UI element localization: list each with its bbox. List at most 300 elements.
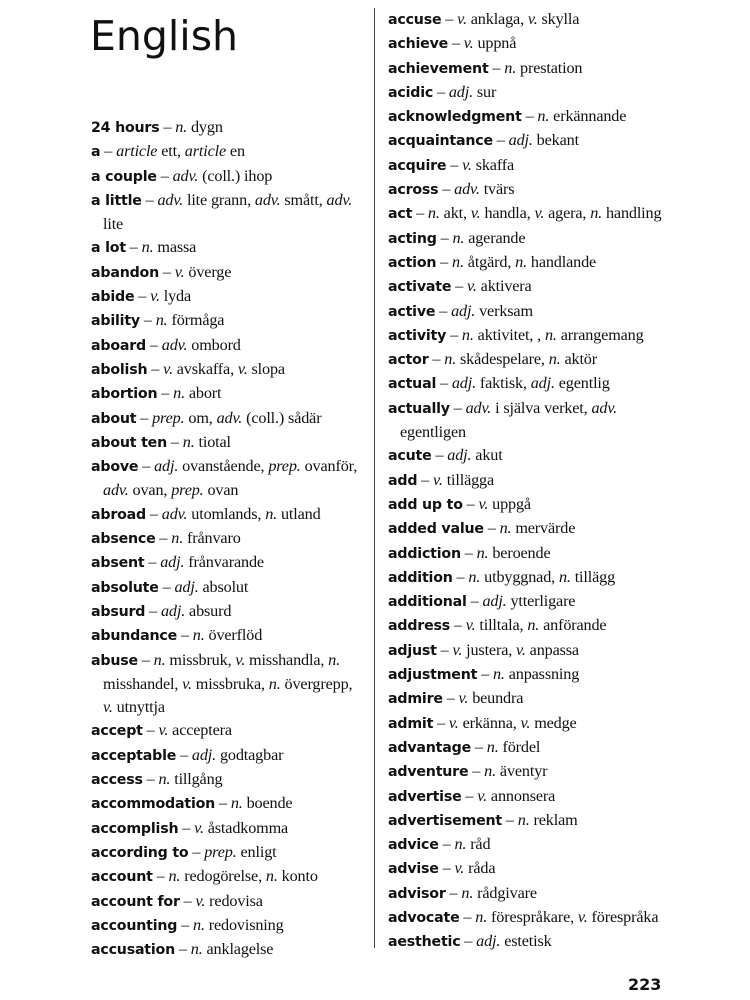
part-of-speech: v. <box>516 640 526 659</box>
separator-dash: – <box>188 842 205 861</box>
translation: anpassa <box>529 640 579 659</box>
part-of-speech: n. <box>182 432 195 451</box>
dictionary-entry <box>388 639 678 663</box>
headword: achievement <box>388 60 489 77</box>
headword: add <box>388 472 418 489</box>
translation: överge <box>188 262 232 281</box>
translation: anklagelse <box>206 940 274 959</box>
translation: utomlands <box>191 504 258 523</box>
separator-dash: – <box>436 228 453 247</box>
headword: acceptable <box>91 747 177 764</box>
headword: advisor <box>388 885 446 902</box>
separator-dash: – <box>460 932 477 951</box>
dictionary-entry <box>388 57 678 81</box>
part-of-speech: n. <box>155 311 168 330</box>
dictionary-entry <box>91 744 366 768</box>
part-of-speech: v. <box>235 650 246 669</box>
part-of-speech: adj. <box>508 131 533 150</box>
translation: akt <box>443 204 463 223</box>
translation: skaffa <box>475 155 515 174</box>
dictionary-entry <box>388 760 678 784</box>
dictionary-entry <box>91 865 366 889</box>
separator-dash: – <box>446 325 462 344</box>
sense-separator: , <box>260 457 269 476</box>
headword: adventure <box>388 764 469 781</box>
dictionary-entry <box>91 165 366 189</box>
headword: accept <box>91 723 143 740</box>
dictionary-entry <box>388 178 678 202</box>
translation: anförande <box>543 616 607 635</box>
part-of-speech: n. <box>168 867 181 886</box>
headword: activity <box>388 327 447 344</box>
part-of-speech: n. <box>544 325 557 344</box>
dictionary-entry <box>388 906 678 930</box>
dictionary-entry <box>91 649 366 720</box>
translation: ovanför <box>304 457 354 476</box>
separator-dash: – <box>428 350 445 369</box>
part-of-speech: adv. <box>103 481 129 500</box>
dictionary-entry <box>388 324 678 348</box>
dictionary-entry <box>91 938 366 962</box>
sense-separator: , <box>318 190 327 209</box>
translation: tvärs <box>483 180 515 199</box>
part-of-speech: n. <box>590 204 603 223</box>
translation: annonsera <box>490 786 556 805</box>
part-of-speech: v. <box>527 10 538 28</box>
dictionary-entry <box>388 566 678 590</box>
dictionary-entry <box>388 614 678 638</box>
separator-dash: – <box>159 118 176 136</box>
translation: misshandla <box>249 650 321 669</box>
separator-dash: – <box>167 432 183 451</box>
part-of-speech: v. <box>477 786 487 805</box>
part-of-speech: n. <box>158 770 171 789</box>
dictionary-entry <box>91 792 366 816</box>
part-of-speech: n. <box>537 107 550 126</box>
dictionary-entry <box>91 890 366 914</box>
headword: about ten <box>91 434 168 451</box>
part-of-speech: n. <box>265 504 278 523</box>
headword: account <box>91 869 153 886</box>
part-of-speech: n. <box>461 883 474 902</box>
separator-dash: – <box>138 457 155 476</box>
sense-separator: , <box>540 350 549 369</box>
dictionary-entry <box>91 817 366 841</box>
part-of-speech: adj. <box>451 301 476 320</box>
part-of-speech: n. <box>153 650 166 669</box>
dictionary-entry <box>388 687 678 711</box>
part-of-speech: prep. <box>171 481 204 500</box>
part-of-speech: n. <box>527 616 540 635</box>
translation: absolut <box>202 577 249 596</box>
part-of-speech: n. <box>427 204 440 223</box>
separator-dash: – <box>145 601 161 620</box>
dictionary-entry <box>388 809 678 833</box>
headword: a <box>91 144 101 161</box>
separator-dash: – <box>215 794 231 813</box>
dictionary-entry <box>388 129 678 153</box>
separator-dash: – <box>144 553 161 572</box>
part-of-speech: prep. <box>268 457 301 476</box>
headword: a little <box>91 192 142 209</box>
headword: a lot <box>91 240 126 257</box>
headword: acknowledgment <box>388 109 522 126</box>
translation: ytterligare <box>510 592 576 611</box>
translation: uppnå <box>477 34 517 53</box>
separator-dash: – <box>438 859 455 878</box>
dictionary-entry <box>91 576 366 600</box>
dictionary-entry <box>91 116 366 140</box>
separator-dash: – <box>158 577 175 596</box>
sense-separator: , <box>520 10 528 28</box>
separator-dash: – <box>436 252 453 271</box>
separator-dash: – <box>176 745 192 764</box>
part-of-speech: adj. <box>154 457 179 476</box>
part-of-speech: v. <box>463 34 474 53</box>
separator-dash: – <box>445 883 462 902</box>
separator-dash: – <box>451 277 468 296</box>
part-of-speech: article <box>184 142 226 161</box>
separator-dash: – <box>466 592 483 611</box>
translation: handla <box>484 204 527 223</box>
dictionary-entry <box>388 372 678 396</box>
translation: agera <box>548 204 583 223</box>
translation: beundra <box>472 689 524 708</box>
separator-dash: – <box>492 131 509 150</box>
translation: redovisning <box>208 915 284 934</box>
dictionary-entry <box>91 600 366 624</box>
dictionary-entry <box>388 469 678 493</box>
part-of-speech: v. <box>452 640 463 659</box>
headword: acute <box>388 448 432 465</box>
translation: frånvarande <box>188 553 264 572</box>
headword: absurd <box>91 603 146 620</box>
part-of-speech: v. <box>182 674 192 693</box>
separator-dash: – <box>177 626 193 645</box>
headword: acquaintance <box>388 133 493 150</box>
part-of-speech: n. <box>141 238 154 257</box>
page-number: 223 <box>628 975 662 994</box>
headword: accounting <box>91 917 178 934</box>
part-of-speech: adv. <box>591 398 618 417</box>
headword: across <box>388 182 439 199</box>
translation: övergrepp <box>284 674 349 693</box>
sense-separator: , <box>320 650 329 669</box>
dictionary-entry <box>91 407 366 431</box>
separator-dash: – <box>450 616 466 635</box>
dictionary-entry <box>388 590 678 614</box>
part-of-speech: n. <box>452 228 465 247</box>
headword: absence <box>91 531 156 548</box>
translation: bekant <box>536 131 579 150</box>
translation: ovan <box>207 481 239 500</box>
translation: fördel <box>502 737 541 756</box>
dictionary-entry <box>91 140 366 164</box>
translation: prestation <box>520 58 583 77</box>
dictionary-entry <box>388 251 678 275</box>
separator-dash: – <box>471 737 487 756</box>
part-of-speech: v. <box>174 262 185 281</box>
separator-dash: – <box>502 810 518 829</box>
part-of-speech: n. <box>328 650 340 669</box>
separator-dash: – <box>433 82 449 101</box>
translation: förmåga <box>171 311 225 330</box>
translation: smått <box>284 190 319 209</box>
translation: tilltala <box>479 616 520 635</box>
separator-dash: – <box>412 204 428 223</box>
headword: act <box>388 206 413 223</box>
translation: utnyttja <box>116 698 165 717</box>
sense-separator: , <box>163 481 172 500</box>
separator-dash: – <box>147 359 164 378</box>
part-of-speech: n. <box>492 665 505 684</box>
part-of-speech: v. <box>457 10 467 28</box>
translation: missbruka <box>195 674 261 693</box>
translation: slopa <box>251 359 285 378</box>
translation: egentligen <box>400 423 466 442</box>
separator-dash: – <box>136 408 153 427</box>
translation: acceptera <box>172 721 232 740</box>
part-of-speech: v. <box>577 907 588 926</box>
translation: utbyggnad <box>484 567 552 586</box>
headword: access <box>91 772 143 789</box>
separator-dash: – <box>146 335 162 354</box>
headword: actually <box>388 400 450 417</box>
part-of-speech: n. <box>192 626 205 645</box>
translation: äventyr <box>499 762 548 781</box>
dictionary-entry <box>91 285 366 309</box>
part-of-speech: n. <box>499 519 512 538</box>
translation: (coll.) ihop <box>202 166 273 185</box>
sense-separator: , <box>512 713 521 732</box>
part-of-speech: n. <box>486 737 499 756</box>
translation: faktisk <box>479 374 523 393</box>
headword: achieve <box>388 36 449 53</box>
headword: advantage <box>388 739 471 756</box>
translation: tillägga <box>446 470 495 489</box>
translation: tiotal <box>198 432 231 451</box>
part-of-speech: prep. <box>152 408 185 427</box>
separator-dash: – <box>436 374 452 393</box>
part-of-speech: n. <box>548 350 561 369</box>
part-of-speech: adv. <box>157 190 184 209</box>
separator-dash: – <box>438 835 455 854</box>
headword: aboard <box>91 337 147 354</box>
translation: avskaffa <box>176 359 231 378</box>
translation: skådespelare <box>460 350 541 369</box>
dictionary-entry <box>388 493 678 517</box>
translation: överflöd <box>208 626 263 645</box>
sense-separator: , <box>258 867 266 886</box>
dictionary-entry <box>388 517 678 541</box>
part-of-speech: n. <box>193 915 205 934</box>
translation: redogörelse <box>184 867 259 886</box>
dictionary-entry <box>388 542 678 566</box>
separator-dash: – <box>435 301 452 320</box>
headword: above <box>91 459 139 476</box>
headword: action <box>388 254 437 271</box>
headword: about <box>91 410 137 427</box>
headword: advise <box>388 861 439 878</box>
part-of-speech: adv. <box>172 166 199 185</box>
sense-separator: , <box>537 325 545 344</box>
translation: ovan <box>132 481 164 500</box>
translation: erkänna <box>462 713 513 732</box>
part-of-speech: adv. <box>326 190 353 209</box>
translation: verksam <box>479 301 533 320</box>
separator-dash: – <box>179 891 196 910</box>
headword: absent <box>91 555 145 572</box>
translation: handlande <box>530 252 597 271</box>
sense-separator: , <box>507 252 516 271</box>
sense-separator: , <box>522 374 531 393</box>
dictionary-entry <box>388 663 678 687</box>
sense-separator: , <box>176 142 185 161</box>
part-of-speech: n. <box>268 674 281 693</box>
separator-dash: – <box>156 166 173 185</box>
translation: akut <box>475 446 503 465</box>
dictionary-entry <box>91 527 366 551</box>
sense-separator: , <box>260 674 269 693</box>
separator-dash: – <box>142 770 159 789</box>
sense-separator: , <box>583 398 592 417</box>
translation: utland <box>280 504 321 523</box>
translation: abort <box>188 384 222 403</box>
sense-separator: , <box>551 567 559 586</box>
sense-separator: , <box>257 504 266 523</box>
part-of-speech: n. <box>454 835 467 854</box>
translation: misshandel <box>103 674 175 693</box>
column-divider <box>374 8 375 948</box>
headword: advertisement <box>388 812 502 829</box>
headword: additional <box>388 594 467 611</box>
part-of-speech: v. <box>467 277 477 296</box>
separator-dash: – <box>483 519 500 538</box>
translation: mervärde <box>515 519 576 538</box>
part-of-speech: n. <box>265 867 278 886</box>
translation: om <box>188 408 209 427</box>
dictionary-entry <box>388 202 678 226</box>
translation: i själva verket <box>495 398 584 417</box>
dictionary-entry <box>388 105 678 129</box>
part-of-speech: v. <box>194 818 204 837</box>
translation: redovisa <box>209 891 263 910</box>
headword: abide <box>91 289 135 306</box>
sense-separator: , <box>582 204 591 223</box>
translation: erkännande <box>553 107 627 126</box>
separator-dash: – <box>137 650 154 669</box>
translation: förespråka <box>591 907 659 926</box>
dictionary-entry <box>91 503 366 527</box>
translation: konto <box>281 867 318 886</box>
headword: abundance <box>91 628 177 645</box>
translation: lite <box>103 215 124 234</box>
translation: rådgivare <box>477 883 537 902</box>
translation: åstadkomma <box>207 818 289 837</box>
translation: förespråkare <box>491 907 571 926</box>
headword: abroad <box>91 506 147 523</box>
translation: lyda <box>163 287 192 306</box>
headword: abortion <box>91 386 158 403</box>
dictionary-entry <box>388 348 678 372</box>
part-of-speech: v. <box>448 713 459 732</box>
part-of-speech: v. <box>163 359 173 378</box>
separator-dash: – <box>521 107 538 126</box>
headword: accomplish <box>91 820 179 837</box>
part-of-speech: n. <box>190 940 203 959</box>
part-of-speech: n. <box>171 529 184 548</box>
separator-dash: – <box>139 311 156 330</box>
separator-dash: – <box>157 384 174 403</box>
part-of-speech: prep. <box>204 842 237 861</box>
separator-dash: – <box>177 915 193 934</box>
part-of-speech: v. <box>433 470 443 489</box>
sense-separator: , <box>570 907 578 926</box>
part-of-speech: n. <box>230 794 243 813</box>
sense-separator: , <box>508 640 517 659</box>
headword: account for <box>91 893 180 910</box>
translation: skylla <box>541 10 580 28</box>
separator-dash: – <box>433 713 449 732</box>
dictionary-entry <box>91 189 366 237</box>
separator-dash: – <box>462 494 479 513</box>
part-of-speech: v. <box>534 204 545 223</box>
separator-dash: – <box>468 762 485 781</box>
separator-dash: – <box>460 543 477 562</box>
translation: råda <box>468 859 496 878</box>
headword: 24 hours <box>91 120 160 136</box>
part-of-speech: v. <box>158 721 169 740</box>
dictionary-column-left <box>91 116 366 962</box>
part-of-speech: n. <box>461 325 474 344</box>
dictionary-entry <box>388 882 678 906</box>
headword: accuse <box>388 12 442 28</box>
translation: aktivitet, <box>477 325 538 344</box>
headword: admit <box>388 715 434 732</box>
part-of-speech: n. <box>475 907 488 926</box>
part-of-speech: adj. <box>530 374 555 393</box>
translation: aktivera <box>480 277 532 296</box>
headword: absolute <box>91 579 159 596</box>
translation: lite grann <box>186 190 248 209</box>
dictionary-entry <box>388 712 678 736</box>
headword: aesthetic <box>388 934 461 951</box>
page-title: English <box>90 12 239 60</box>
separator-dash: – <box>159 262 175 281</box>
part-of-speech: v. <box>150 287 160 306</box>
dictionary-entry <box>388 81 678 105</box>
headword: adjustment <box>388 667 478 684</box>
translation: tillgång <box>174 770 223 789</box>
translation: reklam <box>533 810 578 829</box>
part-of-speech: v. <box>462 155 472 174</box>
separator-dash: – <box>477 665 493 684</box>
sense-separator: , <box>230 359 238 378</box>
separator-dash: – <box>175 940 191 959</box>
headword: actor <box>388 352 429 369</box>
separator-dash: – <box>448 34 464 53</box>
part-of-speech: adv. <box>454 180 480 199</box>
sense-separator: , <box>174 674 183 693</box>
headword: advocate <box>388 909 460 926</box>
dictionary-entry <box>91 624 366 648</box>
translation: en <box>229 142 245 161</box>
part-of-speech: v. <box>195 891 206 910</box>
part-of-speech: v. <box>478 494 489 513</box>
part-of-speech: n. <box>476 543 489 562</box>
part-of-speech: v. <box>520 713 531 732</box>
dictionary-entry <box>91 719 366 743</box>
